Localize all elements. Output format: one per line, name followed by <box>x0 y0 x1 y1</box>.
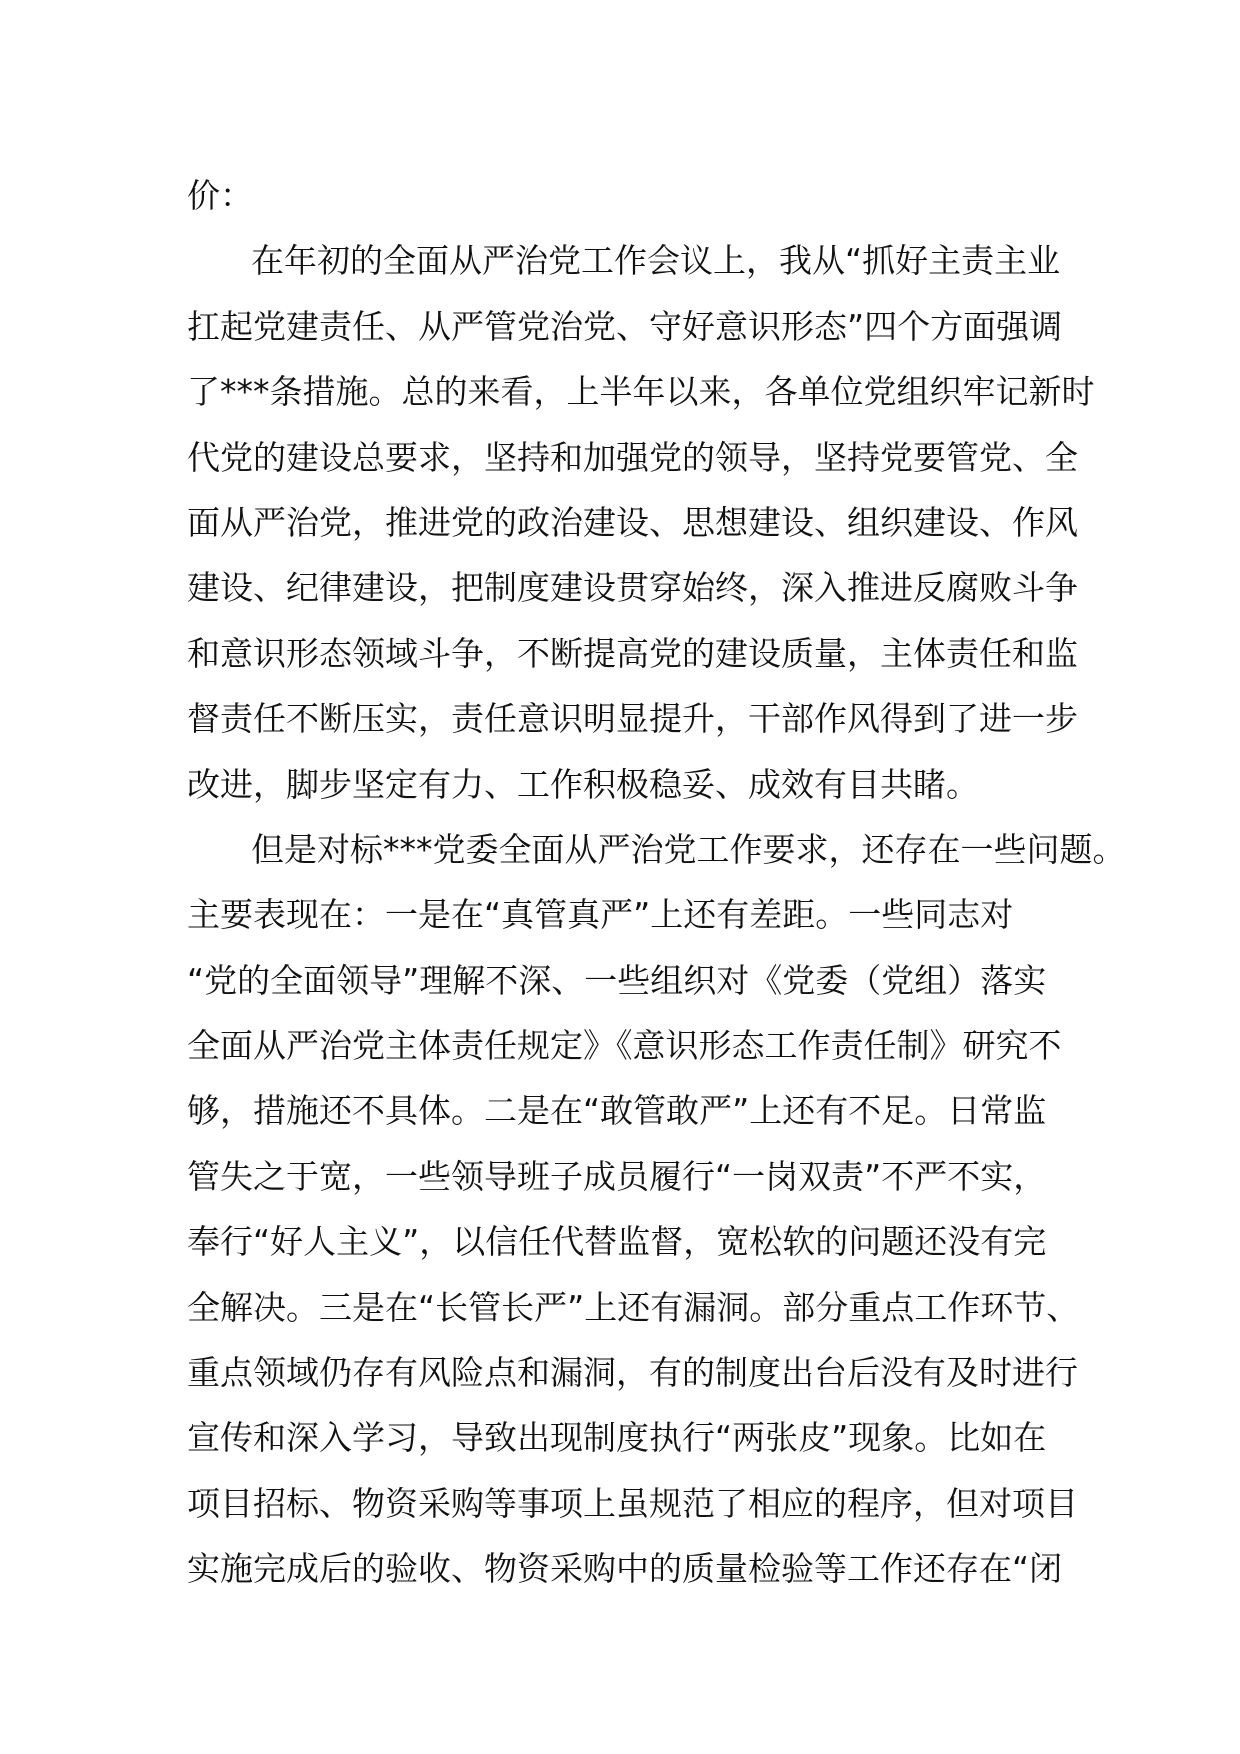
body-text <box>187 163 1126 1602</box>
text-line: 督责任不断压实，责任意识明显提升，干部作风得到了进一步 <box>187 699 1078 739</box>
text-line: “党的全面领导”理解不深、一些组织对《党委（党组）落实 <box>187 960 1047 1000</box>
text-line: 全解决。三是在“长管长严”上还有漏洞。部分重点工作环节、 <box>187 1287 1080 1327</box>
text-line: 建设、纪律建设，把制度建设贯穿始终，深入推进反腐败斗争 <box>187 568 1078 608</box>
text-line: 面从严治党，推进党的政治建设、思想建设、组织建设、作风 <box>187 502 1078 542</box>
text-line: 扛起党建责任、从严管党治党、守好意识形态”四个方面强调 <box>187 306 1063 346</box>
text-line: 实施完成后的验收、物资采购中的质量检验等工作还存在“闭 <box>187 1549 1063 1589</box>
text-line: 够，措施还不具体。二是在“敢管敢严”上还有不足。日常监 <box>187 1091 1047 1131</box>
text-line: 管失之于宽，一些领导班子成员履行“一岗双责”不严不实， <box>187 1156 1047 1196</box>
text-line: 了***条措施。总的来看，上半年以来，各单位党组织牢记新时 <box>187 372 1095 412</box>
text-line: 代党的建设总要求，坚持和加强党的领导，坚持党要管党、全 <box>187 437 1078 477</box>
text-line: 主要表现在：一是在“真管真严”上还有差距。一些同志对 <box>187 895 1014 935</box>
text-line: 但是对标***党委全面从严治党工作要求，还存在一些问题。 <box>251 829 1126 869</box>
text-line: 在年初的全面从严治党工作会议上，我从“抓好主责主业 <box>251 241 1061 281</box>
text-line: 重点领域仍存有风险点和漏洞，有的制度出台后没有及时进行 <box>187 1353 1078 1393</box>
text-line: 宣传和深入学习，导致出现制度执行“两张皮”现象。比如在 <box>187 1418 1047 1458</box>
text-line: 改进，脚步坚定有力、工作积极稳妥、成效有目共睹。 <box>187 764 979 804</box>
text-line: 项目招标、物资采购等事项上虽规范了相应的程序，但对项目 <box>187 1483 1078 1523</box>
text-line: 和意识形态领域斗争，不断提高党的建设质量，主体责任和监 <box>187 633 1078 673</box>
text-line: 价： <box>187 176 253 215</box>
text-line: 全面从严治党主体责任规定》《意识形态工作责任制》研究不 <box>187 1026 1062 1066</box>
text-line: 奉行“好人主义”，以信任代替监督，宽松软的问题还没有完 <box>187 1222 1047 1262</box>
